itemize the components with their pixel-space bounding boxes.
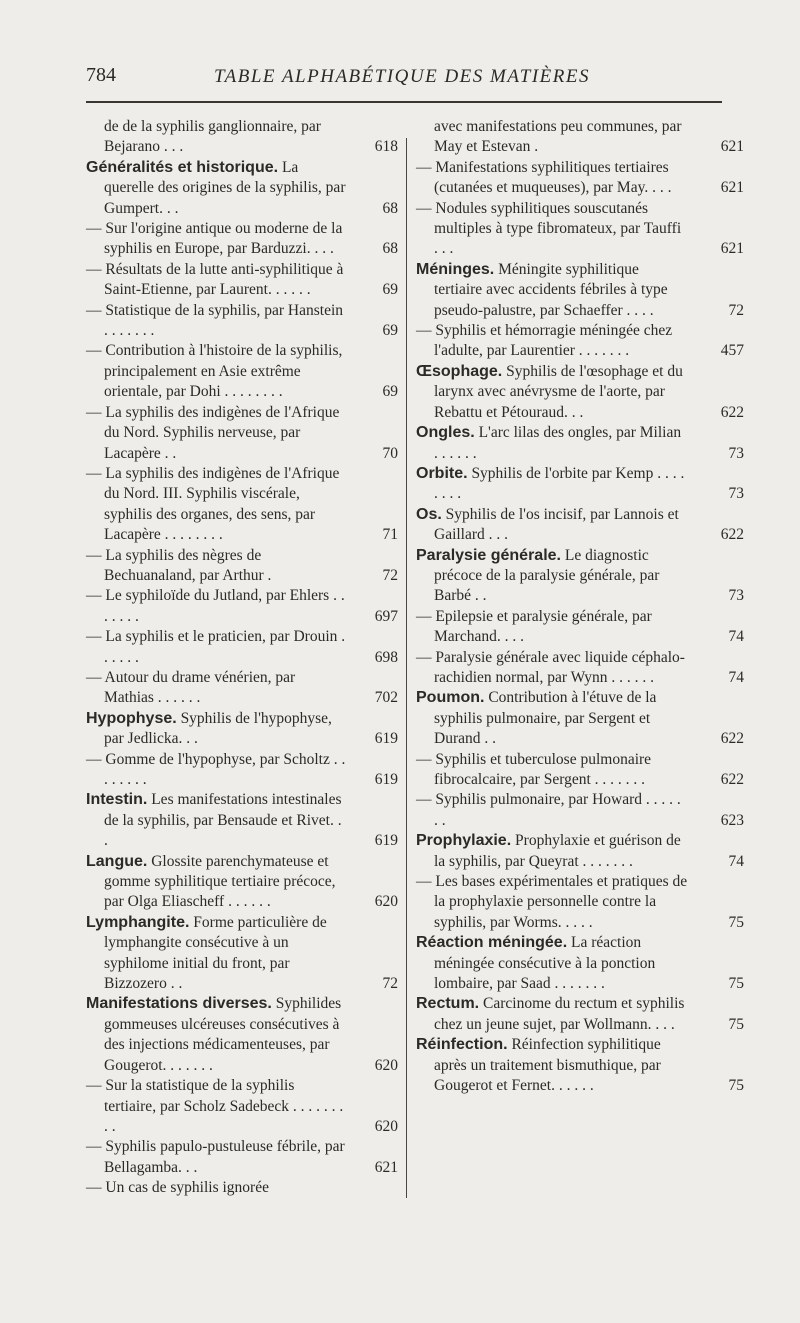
entry-text: Sur la statistique de la syphilis tertiaire, par Scholz Sadebeck . . . . . . . . . <box>104 1077 344 1135</box>
index-entry <box>86 301 400 342</box>
entry-page-number: 698 <box>374 648 398 666</box>
entry-text-wrap <box>104 341 400 402</box>
entry-text-wrap <box>86 790 400 851</box>
entry-page-number: 72 <box>382 566 398 584</box>
entry-text-wrap <box>416 505 740 546</box>
entry-page-number: 72 <box>382 975 398 993</box>
index-heading-entry <box>416 994 744 1035</box>
entry-text-wrap <box>416 688 740 749</box>
entry-keyword: Langue. <box>86 852 148 870</box>
entry-text-wrap <box>416 362 740 423</box>
index-entry <box>86 341 400 402</box>
index-heading-entry <box>416 831 744 872</box>
entry-page-number: 73 <box>728 587 744 605</box>
index-heading-entry <box>416 933 744 994</box>
entry-page-number: 73 <box>728 444 744 462</box>
entry-text-wrap <box>104 464 400 546</box>
entry-text-wrap <box>104 260 400 301</box>
entry-keyword: Prophylaxie. <box>416 832 512 850</box>
entry-page-number: 71 <box>382 526 398 544</box>
entry-text-wrap <box>416 423 740 464</box>
index-entry <box>86 668 400 709</box>
entry-text-wrap <box>416 1035 740 1096</box>
index-entry <box>86 546 400 587</box>
entry-page-number: 697 <box>374 607 398 625</box>
entry-text: Prophylaxie et guérison de la syphilis, par Queyrat . . . . . . . <box>434 832 681 870</box>
entry-text: La syphilis des indigènes de l'Afrique du Nord. Syphilis nerveuse, par Lacapère . . <box>104 403 340 462</box>
entry-page-number: 75 <box>728 1015 744 1033</box>
entry-text: Paralysie générale avec liquide céphalo-rachidien normal, par Wynn . . . . . . <box>434 648 685 686</box>
entry-text: Contribution à l'histoire de la syphilis, principalement en Asie extrême orientale, par Dohi . . . . . . . . <box>104 342 343 401</box>
index-heading-entry <box>86 913 400 995</box>
index-entry <box>86 1137 400 1178</box>
entry-page-number: 622 <box>720 771 744 788</box>
entry-keyword: Ongles. <box>416 424 475 442</box>
entry-text-wrap <box>416 464 740 505</box>
entry-text-wrap <box>416 994 740 1035</box>
entry-text: Epilepsie et paralysie générale, par Marchand. . . . <box>434 607 652 646</box>
entry-text: Syphilis pulmonaire, par Howard . . . . . . . <box>434 791 681 829</box>
entry-text-wrap <box>416 831 740 872</box>
entry-text-wrap <box>434 607 740 648</box>
entry-dash <box>86 1179 105 1196</box>
entry-text-wrap <box>416 546 740 607</box>
entry-dash <box>416 608 435 625</box>
entry-page-number: 622 <box>720 526 744 544</box>
index-entry <box>86 750 400 791</box>
index-entry <box>416 158 744 199</box>
entry-text: Autour du drame vénérien, par Mathias . . . . . . <box>104 668 296 707</box>
entry-dash <box>416 649 435 666</box>
index-entry <box>416 750 744 791</box>
entry-page-number: 622 <box>720 730 744 748</box>
entry-keyword: Os. <box>416 505 442 523</box>
entry-page-number: 68 <box>382 240 398 258</box>
index-heading-entry <box>86 158 400 219</box>
entry-dash <box>416 873 435 890</box>
entry-text-wrap <box>434 648 740 689</box>
index-entry <box>86 117 400 158</box>
entry-dash <box>86 628 105 645</box>
entry-dash <box>86 669 105 686</box>
entry-text: L'arc lilas des ongles, par Milian . . . . . . <box>434 424 682 462</box>
entry-text-wrap <box>416 933 740 994</box>
entry-keyword: Réinfection. <box>416 1036 508 1054</box>
index-heading-entry <box>416 688 744 749</box>
entry-text-wrap <box>104 403 400 464</box>
entry-keyword: Rectum. <box>416 995 480 1013</box>
entry-page-number: 621 <box>720 138 744 156</box>
page-number: 784 <box>86 64 116 86</box>
index-entry <box>416 607 744 648</box>
entry-dash <box>416 200 435 217</box>
entry-text: Un cas de syphilis ignorée <box>105 1179 269 1197</box>
entry-text-wrap <box>434 750 740 791</box>
entry-text-wrap <box>104 627 400 668</box>
index-heading-entry <box>416 505 744 546</box>
index-heading-entry <box>416 362 744 423</box>
entry-keyword: Orbite. <box>416 464 468 482</box>
entry-keyword: Paralysie générale. <box>416 546 561 564</box>
entry-page-number: 620 <box>374 1117 398 1135</box>
index-heading-entry <box>416 260 744 321</box>
entry-text-wrap <box>104 301 400 342</box>
header-rule <box>86 101 722 103</box>
entry-text: Syphilis de l'œsophage et du larynx avec anévrysme de l'aorte, par Rebattu et Pétouraud. . . <box>434 362 683 421</box>
entry-text: Statistique de la syphilis, par Hanstein . . . . . . . <box>104 301 344 340</box>
entry-text: Gomme de l'hypophyse, par Scholtz . . . . . . . . <box>104 750 346 788</box>
entry-dash <box>416 791 435 808</box>
entry-page-number: 619 <box>374 832 398 850</box>
entry-page-number: 619 <box>374 771 398 788</box>
entry-text-wrap <box>434 117 740 158</box>
column-divider <box>406 138 407 1198</box>
entry-text: Syphilis de l'orbite par Kemp . . . . . . . . <box>434 464 685 503</box>
index-heading-entry <box>86 852 400 913</box>
entry-text-wrap <box>104 1076 400 1137</box>
entry-text-wrap <box>86 709 400 750</box>
index-entry <box>416 872 744 933</box>
entry-text: Manifestations syphilitiques tertiaires (cutanées et muqueuses), par May. . . . <box>434 158 672 197</box>
index-heading-entry <box>86 790 400 851</box>
entry-text: Syphilides gommeuses ulcéreuses consécutives à des injections médicamenteuses, par Gougerot. . . . . . . <box>104 995 342 1074</box>
entry-dash <box>86 404 105 421</box>
entry-text: avec manifestations peu communes, par May et Estevan . <box>434 118 682 156</box>
entry-dash <box>86 342 105 359</box>
entry-keyword: Manifestations diverses. <box>86 995 272 1013</box>
index-heading-entry <box>416 423 744 464</box>
entry-text-wrap <box>86 158 400 219</box>
entry-keyword: Méninges. <box>416 260 495 278</box>
entry-dash <box>86 547 105 564</box>
entry-text-wrap <box>434 158 740 199</box>
entry-page-number: 72 <box>728 301 744 319</box>
entry-page-number: 621 <box>374 1158 398 1176</box>
entry-text: Nodules syphilitiques souscutanés multiples à type fibromateux, par Tauffi . . . <box>434 199 682 258</box>
entry-page-number: 620 <box>374 1056 398 1074</box>
entry-dash <box>86 587 105 604</box>
index-entry <box>86 403 400 464</box>
entry-page-number: 623 <box>720 811 744 829</box>
entry-text: La syphilis des indigènes de l'Afrique du Nord. III. Syphilis viscérale, syphilis des organes, des sens, par Lacapère . . . . . . . . <box>104 464 340 544</box>
entry-text: Les manifestations intestinales de la syphilis, par Bensaude et Rivet. . . <box>104 791 342 850</box>
entry-text-wrap <box>104 546 400 587</box>
entry-text-wrap <box>434 790 740 831</box>
entry-text: de de la syphilis ganglionnaire, par Bejarano . . . <box>104 118 321 156</box>
entry-page-number: 457 <box>720 342 744 360</box>
entry-text-wrap <box>104 219 400 260</box>
entry-text: Syphilis de l'hypophyse, par Jedlicka. . . <box>104 709 332 748</box>
entry-dash <box>86 1077 105 1094</box>
entry-page-number: 74 <box>728 852 744 870</box>
entry-text: La syphilis et le praticien, par Drouin . . . . . . <box>104 628 346 666</box>
index-entry <box>416 199 744 260</box>
entry-page-number: 75 <box>728 913 744 931</box>
index-entry <box>416 117 744 158</box>
entry-page-number: 75 <box>728 975 744 993</box>
index-heading-entry <box>86 994 400 1076</box>
entry-dash <box>86 465 105 482</box>
index-heading-entry <box>86 709 400 750</box>
entry-text-wrap <box>434 872 740 933</box>
index-entry <box>86 1076 400 1137</box>
entry-dash <box>416 751 435 768</box>
entry-text: La réaction méningée consécutive à la ponction lombaire, par Saad . . . . . . . <box>434 934 656 993</box>
entry-dash <box>86 1138 105 1155</box>
left-column <box>86 117 400 1199</box>
entry-dash <box>86 751 105 768</box>
index-entry <box>86 627 400 668</box>
entry-keyword: Poumon. <box>416 689 485 707</box>
entry-text: La querelle des origines de la syphilis, par Gumpert. . . <box>104 158 346 217</box>
index-heading-entry <box>416 464 744 505</box>
entry-text-wrap <box>86 913 400 995</box>
index-entry <box>86 464 400 546</box>
index-entry <box>86 260 400 301</box>
entry-text: La syphilis des nègres de Bechuanaland, par Arthur . <box>104 546 272 584</box>
entry-keyword: Œsophage. <box>416 362 503 380</box>
entry-text-wrap <box>104 750 400 791</box>
entry-dash <box>86 220 105 237</box>
entry-text-wrap <box>104 586 400 627</box>
entry-page-number: 69 <box>382 281 398 299</box>
index-heading-entry <box>416 546 744 607</box>
running-title: TABLE ALPHABÉTIQUE DES MATIÈRES <box>214 66 590 87</box>
index-entry <box>416 790 744 831</box>
entry-page-number: 702 <box>374 689 398 707</box>
entry-page-number: 622 <box>720 403 744 421</box>
entry-page-number: 69 <box>382 322 398 340</box>
entry-page-number: 618 <box>374 138 398 156</box>
entry-page-number: 75 <box>728 1077 744 1095</box>
index-entry <box>86 586 400 627</box>
entry-text: Méningite syphilitique tertiaire avec accidents fébriles à type pseudo-palustre, par Schaeffer . . . . <box>434 260 668 319</box>
entry-text: Syphilis et hémorragie méningée chez l'adulte, par Laurentier . . . . . . . <box>434 322 673 360</box>
index-entry <box>86 1178 400 1198</box>
entry-page-number: 69 <box>382 383 398 401</box>
entry-page-number: 74 <box>728 628 744 646</box>
entry-keyword: Hypophyse. <box>86 709 177 727</box>
entry-page-number: 68 <box>382 199 398 217</box>
entry-text: Réinfection syphilitique après un traitement bismuthique, par Gougerot et Fernet. . . . . . <box>434 1036 661 1095</box>
entry-text: Résultats de la lutte anti-syphilitique à Saint-Etienne, par Laurent. . . . . . <box>104 260 344 299</box>
entry-text-wrap <box>434 199 740 260</box>
entry-text-wrap <box>416 260 740 321</box>
entry-dash <box>416 322 435 339</box>
entry-keyword: Généralités et historique. <box>86 158 279 176</box>
entry-page-number: 621 <box>720 179 744 197</box>
entry-keyword: Réaction méningée. <box>416 934 568 952</box>
entry-page-number: 619 <box>374 730 398 748</box>
right-column <box>416 117 744 1097</box>
entry-text: Carcinome du rectum et syphilis chez un jeune sujet, par Wollmann. . . . <box>434 995 685 1033</box>
entry-page-number: 73 <box>728 485 744 503</box>
entry-text-wrap <box>104 117 400 158</box>
entry-text: Le diagnostic précoce de la paralysie générale, par Barbé . . <box>434 546 660 605</box>
entry-text: Syphilis papulo-pustuleuse fébrile, par Bellagamba. . . <box>104 1138 345 1176</box>
entry-page-number: 70 <box>382 444 398 462</box>
entry-text: Les bases expérimentales et pratiques de la prophylaxie personnelle contre la syphilis, par Worms. . . . . <box>434 873 688 931</box>
entry-text: Glossite parenchymateuse et gomme syphilitique tertiaire précoce, par Olga Eliascheff . . . . . . <box>104 852 336 911</box>
entry-text-wrap <box>104 668 400 709</box>
entry-text: Forme particulière de lymphangite consécutive à un syphilome initial du front, par Bizzozero . . <box>104 913 327 993</box>
entry-text: Syphilis de l'os incisif, par Lannois et Gaillard . . . <box>434 505 679 544</box>
entry-keyword: Intestin. <box>86 791 148 809</box>
entry-keyword: Lymphangite. <box>86 913 190 931</box>
entry-text: Syphilis et tuberculose pulmonaire fibrocalcaire, par Sergent . . . . . . . <box>434 750 652 788</box>
entry-text-wrap <box>104 1178 400 1198</box>
entry-page-number: 74 <box>728 668 744 686</box>
entry-text-wrap <box>104 1137 400 1178</box>
entry-dash <box>86 261 105 278</box>
entry-text: Contribution à l'étuve de la syphilis pulmonaire, par Sergent et Durand . . <box>434 689 657 748</box>
entry-text-wrap <box>434 321 740 362</box>
entry-text: Le syphiloïde du Jutland, par Ehlers . . . . . . . <box>104 587 345 625</box>
index-entry <box>86 219 400 260</box>
index-entry <box>416 321 744 362</box>
index-heading-entry <box>416 1035 744 1096</box>
page-header <box>86 64 718 94</box>
entry-dash <box>86 302 105 319</box>
entry-text: Sur l'origine antique ou moderne de la syphilis en Europe, par Barduzzi. . . . <box>104 220 343 258</box>
entry-text-wrap <box>86 994 400 1076</box>
entry-page-number: 621 <box>720 240 744 258</box>
entry-page-number: 620 <box>374 893 398 911</box>
entry-dash <box>416 159 435 176</box>
entry-text-wrap <box>86 852 400 913</box>
index-entry <box>416 648 744 689</box>
